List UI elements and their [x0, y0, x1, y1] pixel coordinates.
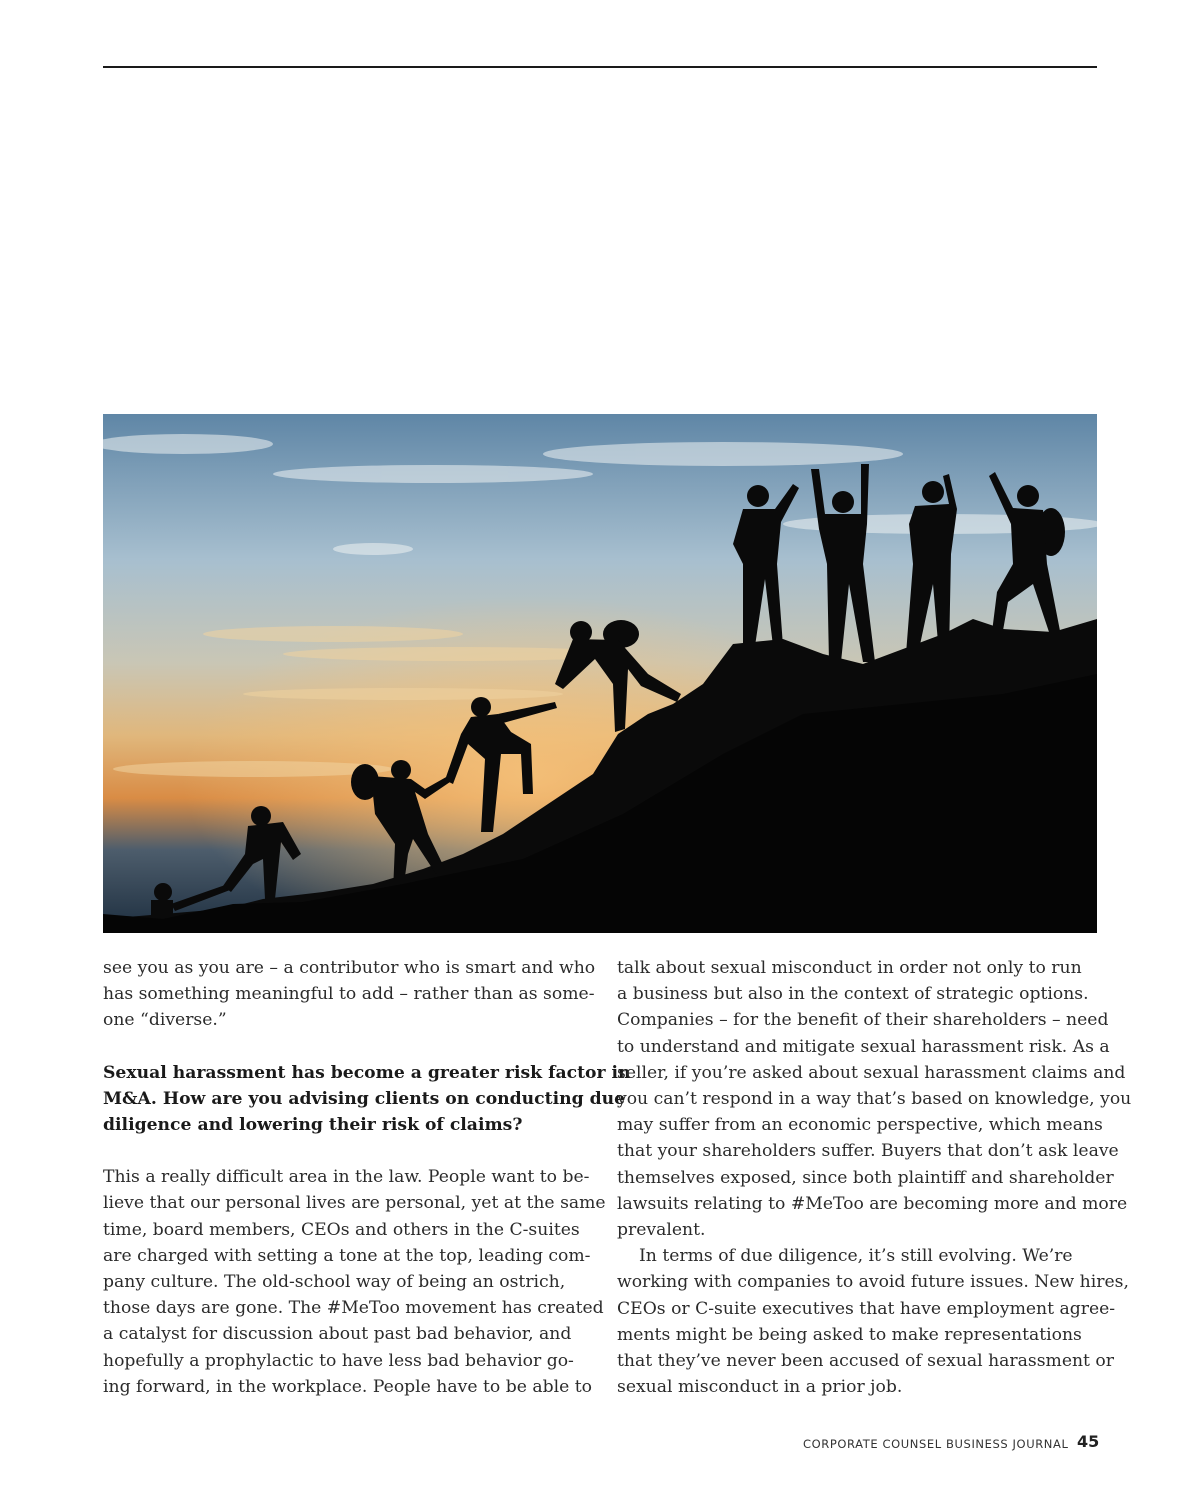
- page-number: 45: [1077, 1432, 1100, 1451]
- text-line: a business but also in the context of strategic options.: [617, 984, 1089, 1005]
- paragraph-intro: [103, 955, 596, 1034]
- text-line: time, board members, CEOs and others in the C-suites: [103, 1219, 580, 1240]
- text-line: talk about sexual misconduct in order not only to run: [617, 958, 1082, 978]
- question-line: Sexual harassment has become a greater risk factor in: [103, 1062, 631, 1083]
- text-line: This a really difficult area in the law. People want to be-: [103, 1167, 590, 1188]
- left-column: [103, 955, 631, 1400]
- interview-question: [103, 1060, 631, 1139]
- text-line: that your shareholders suffer. Buyers that don’t ask leave: [617, 1141, 1119, 1162]
- text-line: to understand and mitigate sexual harassment risk. As a: [617, 1036, 1110, 1057]
- text-line: themselves exposed, since both plaintiff and shareholder: [617, 1167, 1114, 1188]
- question-line: M&A. How are you advising clients on conducting due: [103, 1088, 626, 1109]
- text-line: you can’t respond in a way that’s based on knowledge, you: [617, 1089, 1132, 1110]
- text-line: hopefully a prophylactic to have less bad behavior go-: [103, 1350, 574, 1371]
- right-column: [617, 955, 1132, 1400]
- text-line: a catalyst for discussion about past bad behavior, and: [103, 1324, 572, 1345]
- journal-name: CORPORATE COUNSEL BUSINESS JOURNAL: [803, 1437, 1069, 1451]
- text-line: lawsuits relating to #MeToo are becoming more and more: [617, 1193, 1128, 1214]
- text-line: see you as you are – a contributor who is smart and who: [103, 958, 596, 978]
- paragraph-continued: [617, 955, 1132, 1243]
- text-line: sexual misconduct in a prior job.: [617, 1377, 903, 1398]
- question-line: diligence and lowering their risk of claims?: [103, 1115, 523, 1136]
- text-line: pany culture. The old-school way of being an ostrich,: [103, 1272, 566, 1293]
- text-line: are charged with setting a tone at the top, leading com-: [103, 1245, 591, 1266]
- text-line: Companies – for the benefit of their shareholders – need: [617, 1010, 1109, 1031]
- text-line: prevalent.: [617, 1220, 706, 1241]
- paragraph-answer: [103, 1164, 606, 1400]
- text-line: ments might be being asked to make representations: [617, 1324, 1082, 1345]
- top-rule: [103, 66, 1097, 68]
- text-line: In terms of due diligence, it’s still evolving. We’re: [639, 1246, 1073, 1267]
- text-line: that they’ve never been accused of sexual harassment or: [617, 1351, 1114, 1372]
- text-line: seller, if you’re asked about sexual harassment claims and: [617, 1062, 1126, 1083]
- paragraph-due-diligence: [617, 1243, 1129, 1400]
- text-line: ing forward, in the workplace. People have to be able to: [103, 1376, 592, 1397]
- hikers-silhouette-image: [103, 414, 1097, 933]
- text-line: CEOs or C-suite executives that have employment agree-: [617, 1298, 1116, 1319]
- text-line: lieve that our personal lives are personal, yet at the same: [103, 1193, 606, 1214]
- text-line: has something meaningful to add – rather than as some-: [103, 984, 595, 1005]
- text-line: working with companies to avoid future issues. New hires,: [617, 1272, 1129, 1293]
- text-line: one “diverse.”: [103, 1010, 227, 1031]
- text-line: may suffer from an economic perspective, which means: [617, 1115, 1103, 1136]
- text-line: those days are gone. The #MeToo movement has created: [103, 1298, 604, 1319]
